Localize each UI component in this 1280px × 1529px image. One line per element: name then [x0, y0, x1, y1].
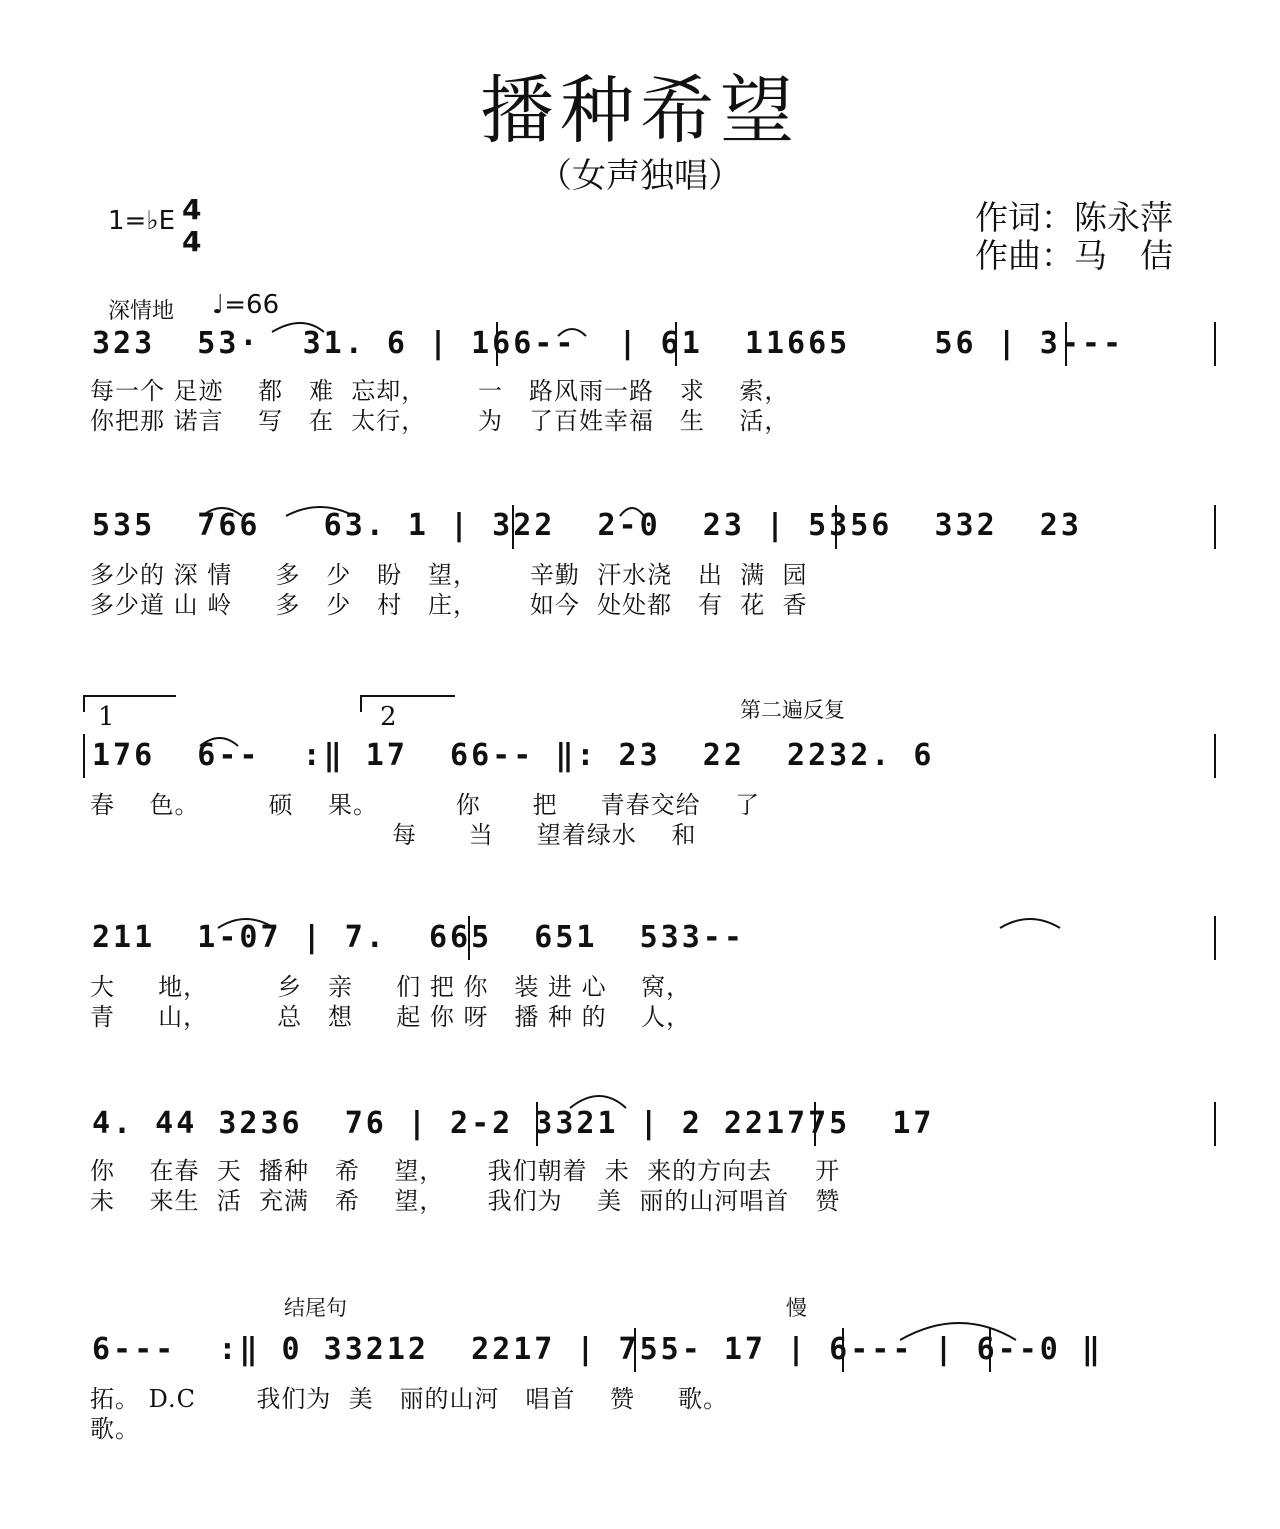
time-signature-bottom: 4 — [182, 225, 202, 258]
composer-credit: 作曲：马 佶 — [975, 236, 1173, 275]
system-4-lyrics-verse-1: 大 地， 乡 亲 们 把 你 装 进 心 窝， — [90, 973, 692, 1001]
lyricist-credit: 作词：陈永萍 — [975, 198, 1173, 237]
tempo-value: =66 — [224, 290, 280, 320]
time-signature-top: 4 — [182, 193, 202, 226]
ending-phrase-note: 结尾句 — [284, 1296, 347, 1320]
volta-2-label: 2 — [380, 702, 397, 732]
song-subtitle: （女声独唱） — [538, 156, 742, 196]
system-2-lyrics-verse-1: 多少的 深 情 多 少 盼 望， 辛勤 汗水浇 出 满 园 — [90, 561, 808, 589]
system-6-lyrics-verse-2: 歌。 — [90, 1415, 140, 1443]
system-5-notes: 4. 44 3236 76 | 2-2 3321 | 2 221775 17 — [92, 1106, 935, 1141]
second-repeat-note: 第二遍反复 — [740, 698, 845, 722]
system-3-notes: 176 6-- :‖ 17 66-- ‖: 23 22 2232. 6 — [92, 738, 935, 773]
system-4-notes: 211 1-07 | 7. 665 651 533-- — [92, 920, 745, 955]
system-3-lyrics-verse-1: 春 色。 硕 果。 你 把 青春交给 了 — [90, 791, 761, 819]
system-3-lyrics-verse-2: 每 当 望着绿水 和 — [90, 821, 697, 849]
system-6-notes: 6--- :‖ 0 33212 2217 | 755- 17 | 6--- | 6--0 ‖ — [92, 1332, 1103, 1367]
system-6-lyrics-verse-1: 拓。 D.C 我们为 美 丽的山河 唱首 赞 歌。 — [90, 1385, 729, 1413]
system-2-lyrics-verse-2: 多少道 山 岭 多 少 村 庄， 如今 处处都 有 花 香 — [90, 591, 808, 619]
slow-tempo-note: 慢 — [786, 1296, 807, 1320]
system-2-notes: 535 766 63. 1 | 322 2-0 23 | 5356 332 23 — [92, 508, 1082, 543]
quarter-note-icon: ♩ — [212, 290, 225, 320]
song-title: 播种希望 — [480, 68, 800, 154]
expression-marking: 深情地 — [108, 299, 175, 324]
system-5-lyrics-verse-2: 未 来生 活 充满 希 望， 我们为 美 丽的山河唱首 赞 — [90, 1187, 841, 1215]
system-1-notes: 323 53· 31. 6 | 166-- | 61 11665 56 | 3--- — [92, 326, 1125, 361]
system-1-lyrics-verse-1: 每一个 足迹 都 难 忘却， 一 路风雨一路 求 索， — [90, 377, 790, 405]
key-signature: 1=♭E — [108, 206, 176, 236]
volta-1-label: 1 — [98, 702, 115, 732]
system-1-lyrics-verse-2: 你把那 诺言 写 在 太行， 为 了百姓幸福 生 活， — [90, 407, 790, 435]
system-4-lyrics-verse-2: 青 山， 总 想 起 你 呀 播 种 的 人， — [90, 1003, 692, 1031]
system-5-lyrics-verse-1: 你 在春 天 播种 希 望， 我们朝着 未 来的方向去 开 — [90, 1157, 841, 1185]
